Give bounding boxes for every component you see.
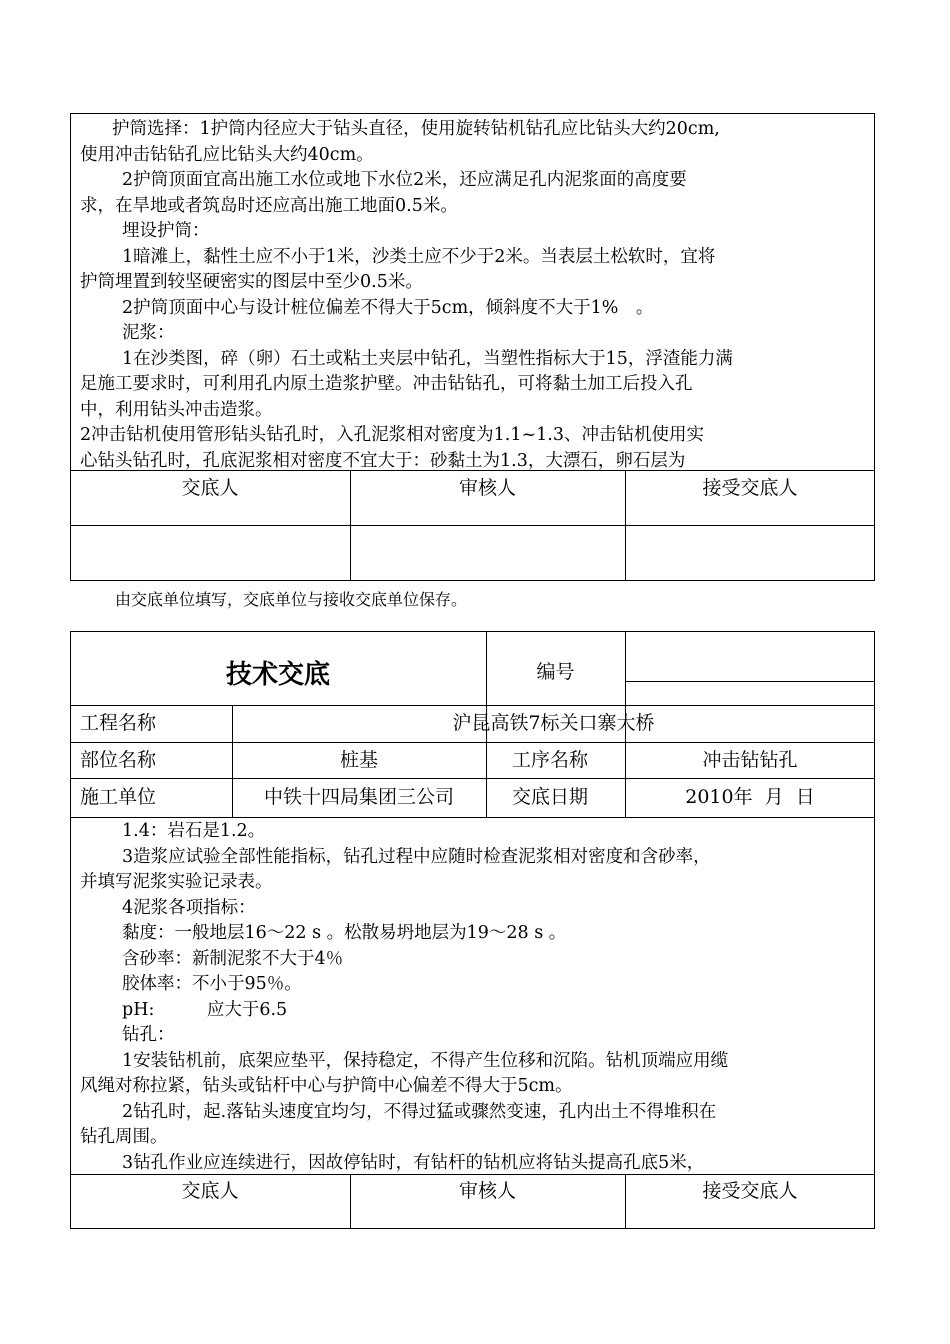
row-line <box>70 742 875 743</box>
number-cell-split <box>625 681 875 682</box>
sheet2-title: 技术交底 <box>225 660 330 690</box>
number-value-cell[interactable] <box>626 632 874 680</box>
sheet1-receiver-signature-cell[interactable] <box>626 526 874 580</box>
row-divider <box>486 778 487 817</box>
content-line: 2冲击钻机使用管形钻头钻孔时，入孔泥浆相对密度为1.1~1.3、冲击钻机使用实 <box>80 425 704 445</box>
content-line: 3钻孔作业应连续进行，因故停钻时，有钻杆的钻机应将钻头提高孔底5米， <box>122 1152 705 1173</box>
content-line: 心钻头钻孔时，孔底泥浆相对密度不宜大于：砂黏土为1.3，大漂石，卵石层为 <box>80 450 686 470</box>
unit-label: 施工单位 <box>80 786 157 808</box>
content-line: 黏度：一般地层16～22 s 。松散易坍地层为19～28 s 。 <box>122 923 567 943</box>
content-line: 钻孔周围。 <box>80 1127 168 1147</box>
content-line: 1在沙类图，碎（卵）石土或粘土夹层中钻孔，当塑性指标大于15，浮渣能力满 <box>122 348 733 369</box>
row-line <box>70 817 875 818</box>
part-label: 部位名称 <box>80 749 157 771</box>
content-line: 护筒埋置到较坚硬密实的图层中至少0.5米。 <box>80 272 423 292</box>
content-line: 2护筒顶面中心与设计桩位偏差不得大于5cm，倾斜度不大于1% 。 <box>122 297 654 318</box>
sheet2-signature-top-line <box>70 1174 875 1175</box>
date-label: 交底日期 <box>512 786 589 808</box>
content-line: 并填写泥浆实验记录表。 <box>80 872 273 892</box>
sheet2-receiver-label: 接受交底人 <box>702 1180 798 1202</box>
content-line: 中，利用钻头冲击造浆。 <box>80 399 273 420</box>
content-line: 1暗滩上，黏性土应不小于1米，沙类土应不少于2米。当表层土松软时，宜将 <box>122 246 716 267</box>
content-line: 求，在旱地或者筑岛时还应高出施工地面0.5米。 <box>80 195 458 216</box>
sheet1-reviewer-signature-cell[interactable] <box>351 526 624 580</box>
content-line: 使用冲击钻钻孔应比钻头大约40cm。 <box>80 144 374 165</box>
process-label: 工序名称 <box>512 749 589 771</box>
content-line: 3造浆应试验全部性能指标，钻孔过程中应随时检查泥浆相对密度和含砂率， <box>122 846 711 867</box>
sheet1-receiver-label: 接受交底人 <box>702 477 798 499</box>
date-value: 2010年 月 日 <box>685 786 815 808</box>
content-line: 1.4：岩石是1.2。 <box>122 821 266 841</box>
content-line: 泥浆： <box>122 323 175 343</box>
content-line: 钻孔： <box>122 1025 175 1045</box>
content-line: 护筒选择：1护筒内径应大于钻头直径，使用旋转钻机钻孔应比钻头大约20cm, <box>112 119 720 139</box>
row-line <box>70 705 875 706</box>
content-line: 胶体率：不小于95％。 <box>122 974 302 994</box>
content-line: 含砂率：新制泥浆不大于4％ <box>122 948 344 969</box>
content-line: 足施工要求时，可利用孔内原土造浆护壁。冲击钻钻孔，可将黏土加工后投入孔 <box>80 374 693 394</box>
sheet1-handover-signature-cell[interactable] <box>71 526 349 580</box>
content-line: 2护筒顶面宜高出施工水位或地下水位2米，还应满足孔内泥浆面的高度要 <box>122 170 687 190</box>
sheet1-handover-label: 交底人 <box>181 477 239 499</box>
sheet2-handover-label: 交底人 <box>181 1180 239 1202</box>
footer-note: 由交底单位填写，交底单位与接收交底单位保存。 <box>115 590 468 609</box>
sheet1-content <box>80 117 870 470</box>
content-line: 1安装钻机前，底架应垫平，保持稳定，不得产生位移和沉陷。钻机顶端应用缆 <box>122 1050 729 1071</box>
content-line: pH: 应大于6.5 <box>122 999 288 1020</box>
content-line: 埋设护筒： <box>122 221 210 241</box>
content-line: 2钻孔时，起.落钻头速度宜均匀，不得过猛或骤然变速，孔内出土不得堆积在 <box>122 1101 717 1122</box>
unit-value: 中铁十四局集团三公司 <box>263 786 454 808</box>
content-line: 风绳对称拉紧，钻头或钻杆中心与护筒中心偏差不得大于5cm。 <box>80 1076 573 1096</box>
process-value: 冲击钻钻孔 <box>702 749 798 771</box>
sheet1-reviewer-label: 审核人 <box>458 477 516 499</box>
row-line <box>70 778 875 779</box>
content-line: 4泥浆各项指标： <box>122 897 256 918</box>
sheet2-reviewer-label: 审核人 <box>458 1180 516 1202</box>
sheet2-content <box>80 819 870 1174</box>
number-label: 编号 <box>536 661 575 683</box>
part-value: 桩基 <box>339 749 378 771</box>
sheet1-signature-top-line <box>70 470 875 471</box>
project-label: 工程名称 <box>80 712 157 734</box>
project-value: 沪昆高铁7标关口寨大桥 <box>452 712 655 734</box>
